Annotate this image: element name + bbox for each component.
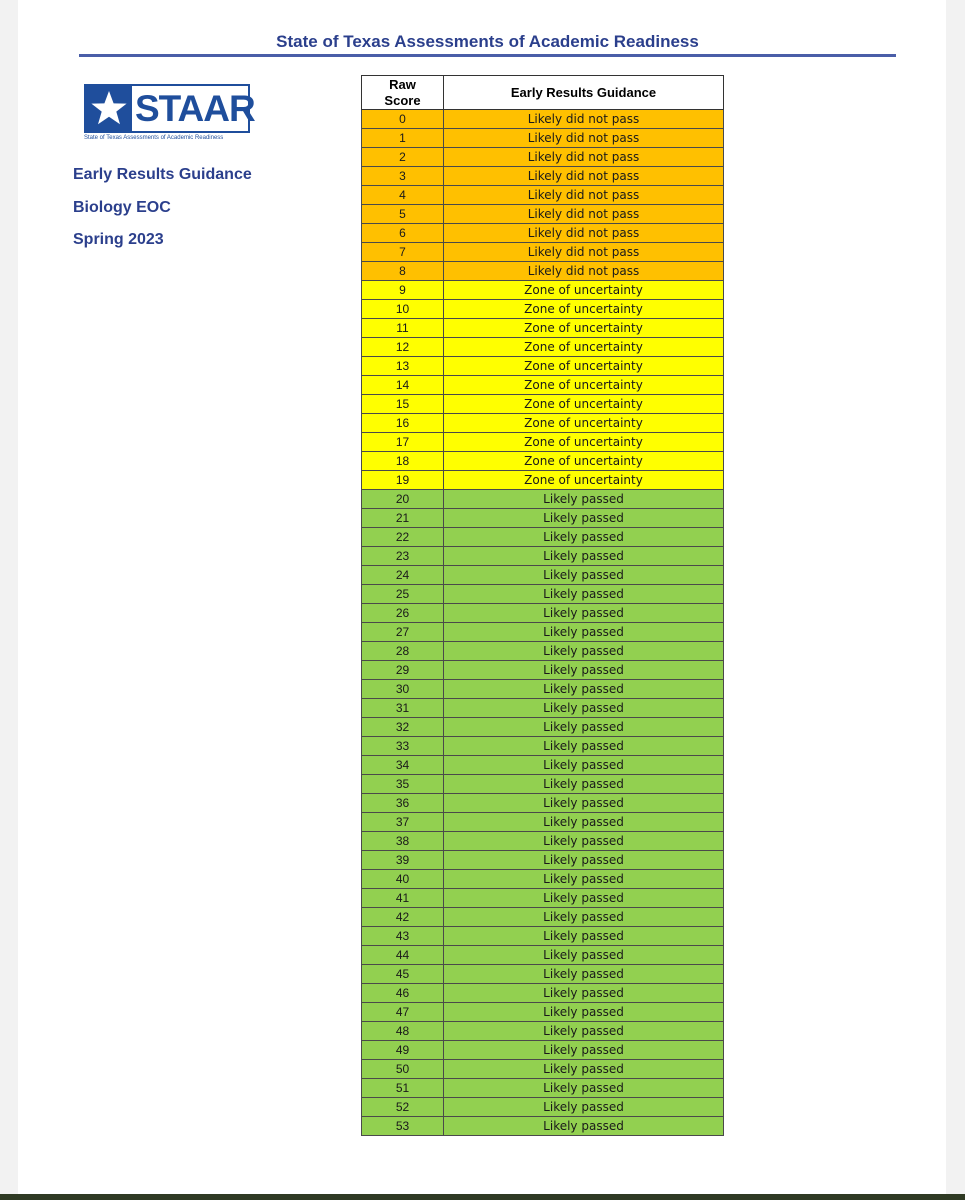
guidance-cell: Likely passed xyxy=(444,927,724,946)
table-row xyxy=(362,604,724,623)
guidance-header: Early Results Guidance xyxy=(444,76,724,110)
table-row xyxy=(362,319,724,338)
raw-score-cell: 51 xyxy=(362,1079,444,1098)
table-row xyxy=(362,376,724,395)
table-row xyxy=(362,661,724,680)
table-row xyxy=(362,414,724,433)
guidance-cell: Likely did not pass xyxy=(444,110,724,129)
guidance-cell: Likely passed xyxy=(444,756,724,775)
raw-score-cell: 30 xyxy=(362,680,444,699)
guidance-cell: Zone of uncertainty xyxy=(444,433,724,452)
raw-score-cell: 42 xyxy=(362,908,444,927)
guidance-cell: Likely passed xyxy=(444,1117,724,1136)
raw-score-cell: 12 xyxy=(362,338,444,357)
guidance-cell: Likely passed xyxy=(444,832,724,851)
table-row xyxy=(362,1003,724,1022)
table-row xyxy=(362,1041,724,1060)
guidance-cell: Likely passed xyxy=(444,1022,724,1041)
raw-score-cell: 15 xyxy=(362,395,444,414)
raw-score-cell: 5 xyxy=(362,205,444,224)
table-row xyxy=(362,642,724,661)
raw-score-cell: 50 xyxy=(362,1060,444,1079)
guidance-cell: Likely passed xyxy=(444,965,724,984)
raw-score-cell: 0 xyxy=(362,110,444,129)
guidance-cell: Likely did not pass xyxy=(444,148,724,167)
raw-score-cell: 25 xyxy=(362,585,444,604)
guidance-cell: Zone of uncertainty xyxy=(444,357,724,376)
table-row xyxy=(362,737,724,756)
raw-score-cell: 24 xyxy=(362,566,444,585)
guidance-cell: Likely passed xyxy=(444,946,724,965)
raw-score-cell: 26 xyxy=(362,604,444,623)
raw-score-cell: 11 xyxy=(362,319,444,338)
raw-score-cell: 47 xyxy=(362,1003,444,1022)
guidance-cell: Likely passed xyxy=(444,680,724,699)
guidance-cell: Likely passed xyxy=(444,889,724,908)
guidance-cell: Zone of uncertainty xyxy=(444,414,724,433)
guidance-cell: Likely passed xyxy=(444,699,724,718)
guidance-cell: Likely passed xyxy=(444,1079,724,1098)
bottom-edge xyxy=(0,1194,965,1200)
guidance-cell: Likely did not pass xyxy=(444,167,724,186)
table-row xyxy=(362,1060,724,1079)
raw-score-cell: 16 xyxy=(362,414,444,433)
guidance-cell: Zone of uncertainty xyxy=(444,471,724,490)
table-row xyxy=(362,110,724,129)
table-row xyxy=(362,357,724,376)
raw-score-cell: 53 xyxy=(362,1117,444,1136)
table-row xyxy=(362,965,724,984)
raw-score-cell: 40 xyxy=(362,870,444,889)
table-row xyxy=(362,205,724,224)
logo-wordmark: STAAR xyxy=(135,88,255,129)
guidance-cell: Likely did not pass xyxy=(444,224,724,243)
guidance-cell: Likely passed xyxy=(444,1003,724,1022)
guidance-label: Early Results Guidance xyxy=(73,166,252,183)
guidance-cell: Likely passed xyxy=(444,623,724,642)
raw-score-cell: 34 xyxy=(362,756,444,775)
raw-score-cell: 3 xyxy=(362,167,444,186)
table-row xyxy=(362,281,724,300)
guidance-cell: Zone of uncertainty xyxy=(444,300,724,319)
guidance-cell: Zone of uncertainty xyxy=(444,452,724,471)
raw-score-cell: 22 xyxy=(362,528,444,547)
table-row xyxy=(362,509,724,528)
table-row xyxy=(362,566,724,585)
table-row xyxy=(362,186,724,205)
raw-score-cell: 29 xyxy=(362,661,444,680)
raw-score-cell: 45 xyxy=(362,965,444,984)
guidance-cell: Likely passed xyxy=(444,984,724,1003)
raw-score-cell: 23 xyxy=(362,547,444,566)
table-row xyxy=(362,1098,724,1117)
table-row xyxy=(362,148,724,167)
raw-score-cell: 31 xyxy=(362,699,444,718)
guidance-cell: Zone of uncertainty xyxy=(444,319,724,338)
table-row xyxy=(362,528,724,547)
table-row xyxy=(362,452,724,471)
logo-frame xyxy=(84,84,255,133)
raw-score-cell: 18 xyxy=(362,452,444,471)
guidance-cell: Likely passed xyxy=(444,509,724,528)
guidance-cell: Likely did not pass xyxy=(444,262,724,281)
raw-score-cell: 2 xyxy=(362,148,444,167)
raw-score-cell: 9 xyxy=(362,281,444,300)
table-row xyxy=(362,490,724,509)
raw-score-cell: 28 xyxy=(362,642,444,661)
table-row xyxy=(362,680,724,699)
table-row xyxy=(362,1022,724,1041)
raw-score-cell: 46 xyxy=(362,984,444,1003)
raw-score-cell: 48 xyxy=(362,1022,444,1041)
guidance-cell: Likely passed xyxy=(444,566,724,585)
table-row xyxy=(362,832,724,851)
raw-score-cell: 13 xyxy=(362,357,444,376)
guidance-cell: Likely passed xyxy=(444,528,724,547)
guidance-cell: Likely passed xyxy=(444,737,724,756)
raw-score-cell: 14 xyxy=(362,376,444,395)
raw-score-cell: 41 xyxy=(362,889,444,908)
table-row xyxy=(362,984,724,1003)
guidance-cell: Zone of uncertainty xyxy=(444,338,724,357)
star-icon xyxy=(89,88,129,128)
guidance-cell: Likely passed xyxy=(444,1098,724,1117)
raw-score-cell: 36 xyxy=(362,794,444,813)
guidance-cell: Likely passed xyxy=(444,642,724,661)
table-row xyxy=(362,623,724,642)
logo-tagline: State of Texas Assessments of Academic Readiness xyxy=(84,135,224,141)
table-row xyxy=(362,433,724,452)
raw-score-header xyxy=(362,76,444,110)
table-row xyxy=(362,870,724,889)
table-row xyxy=(362,1117,724,1136)
raw-score-cell: 6 xyxy=(362,224,444,243)
guidance-cell: Likely did not pass xyxy=(444,205,724,224)
document-title: State of Texas Assessments of Academic Readiness xyxy=(276,32,699,51)
raw-score-cell: 33 xyxy=(362,737,444,756)
score-table-body xyxy=(362,110,724,1136)
logo-star-block xyxy=(86,86,132,131)
guidance-cell: Likely passed xyxy=(444,908,724,927)
guidance-cell: Likely passed xyxy=(444,490,724,509)
guidance-cell: Zone of uncertainty xyxy=(444,281,724,300)
table-row xyxy=(362,775,724,794)
table-row xyxy=(362,262,724,281)
raw-score-cell: 32 xyxy=(362,718,444,737)
raw-score-cell: 37 xyxy=(362,813,444,832)
raw-score-cell: 35 xyxy=(362,775,444,794)
table-row xyxy=(362,338,724,357)
guidance-cell: Likely passed xyxy=(444,661,724,680)
table-row xyxy=(362,129,724,148)
guidance-cell: Likely passed xyxy=(444,870,724,889)
score-table xyxy=(361,75,724,1136)
raw-score-cell: 20 xyxy=(362,490,444,509)
guidance-cell: Likely passed xyxy=(444,604,724,623)
raw-score-cell: 10 xyxy=(362,300,444,319)
subject-label: Biology EOC xyxy=(73,199,171,216)
guidance-cell: Likely passed xyxy=(444,775,724,794)
guidance-cell: Likely passed xyxy=(444,813,724,832)
table-row xyxy=(362,243,724,262)
table-row xyxy=(362,946,724,965)
table-row xyxy=(362,813,724,832)
table-row xyxy=(362,699,724,718)
raw-score-cell: 44 xyxy=(362,946,444,965)
guidance-cell: Likely passed xyxy=(444,718,724,737)
term-label: Spring 2023 xyxy=(73,231,164,248)
raw-score-cell: 27 xyxy=(362,623,444,642)
raw-score-cell: 1 xyxy=(362,129,444,148)
raw-score-cell: 39 xyxy=(362,851,444,870)
raw-score-cell: 17 xyxy=(362,433,444,452)
guidance-cell: Zone of uncertainty xyxy=(444,395,724,414)
raw-score-cell: 7 xyxy=(362,243,444,262)
raw-score-cell: 43 xyxy=(362,927,444,946)
header-divider xyxy=(79,54,896,57)
raw-score-cell: 52 xyxy=(362,1098,444,1117)
table-row xyxy=(362,547,724,566)
guidance-cell: Likely passed xyxy=(444,1060,724,1079)
raw-score-cell: 38 xyxy=(362,832,444,851)
raw-score-cell: 8 xyxy=(362,262,444,281)
guidance-cell: Likely passed xyxy=(444,794,724,813)
guidance-cell: Likely passed xyxy=(444,585,724,604)
table-header-row xyxy=(362,76,724,110)
raw-score-cell: 19 xyxy=(362,471,444,490)
table-row xyxy=(362,224,724,243)
table-row xyxy=(362,471,724,490)
guidance-cell: Likely passed xyxy=(444,1041,724,1060)
guidance-cell: Likely did not pass xyxy=(444,129,724,148)
raw-score-cell: 49 xyxy=(362,1041,444,1060)
table-row xyxy=(362,851,724,870)
table-row xyxy=(362,585,724,604)
table-row xyxy=(362,395,724,414)
raw-score-cell: 4 xyxy=(362,186,444,205)
table-row xyxy=(362,167,724,186)
guidance-cell: Zone of uncertainty xyxy=(444,376,724,395)
document-page xyxy=(18,0,946,1194)
table-row xyxy=(362,927,724,946)
raw-score-cell: 21 xyxy=(362,509,444,528)
table-row xyxy=(362,908,724,927)
table-row xyxy=(362,889,724,908)
table-row xyxy=(362,756,724,775)
guidance-cell: Likely passed xyxy=(444,547,724,566)
guidance-cell: Likely did not pass xyxy=(444,243,724,262)
table-row xyxy=(362,718,724,737)
table-row xyxy=(362,794,724,813)
guidance-cell: Likely did not pass xyxy=(444,186,724,205)
raw-score-header-text: Raw Score xyxy=(384,76,421,108)
table-row xyxy=(362,300,724,319)
table-row xyxy=(362,1079,724,1098)
guidance-cell: Likely passed xyxy=(444,851,724,870)
staar-logo xyxy=(84,84,274,148)
